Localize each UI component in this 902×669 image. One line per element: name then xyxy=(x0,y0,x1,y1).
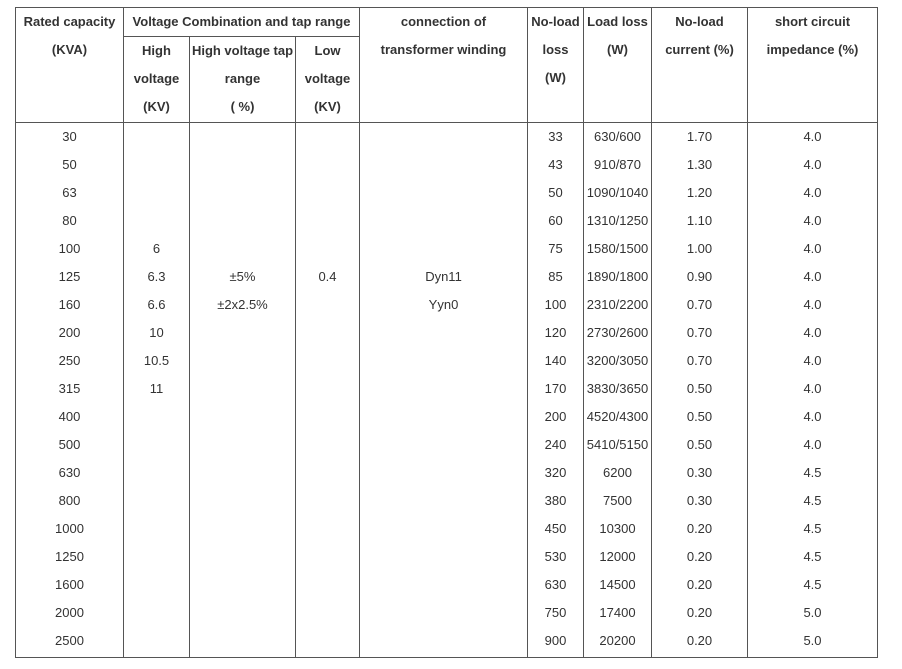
header-connection xyxy=(360,8,528,123)
low-voltage-column xyxy=(296,123,360,658)
load-loss-cell: 1580/1500 xyxy=(586,241,649,256)
header-tap-range xyxy=(190,37,296,123)
no-load-loss-cell: 43 xyxy=(548,157,563,172)
no-load-current-cell: 0.90 xyxy=(686,269,713,284)
load-loss-cell: 630/600 xyxy=(594,129,641,144)
load-loss-cell: 10300 xyxy=(599,521,636,536)
impedance-column xyxy=(748,123,878,658)
connection-cell: Yyn0 xyxy=(428,297,459,312)
header-text: short circuit xyxy=(774,14,851,29)
capacity-cell: 125 xyxy=(58,269,81,284)
capacity-cell: 1000 xyxy=(55,521,84,536)
no-load-loss-column xyxy=(528,123,584,658)
no-load-loss-cell: 100 xyxy=(544,297,567,312)
impedance-cell: 4.0 xyxy=(803,325,822,340)
capacity-cell: 250 xyxy=(58,353,81,368)
capacity-cell: 100 xyxy=(58,241,81,256)
impedance-cell: 5.0 xyxy=(803,633,822,648)
load-loss-cell: 1890/1800 xyxy=(586,269,649,284)
header-text: (KVA) xyxy=(51,42,88,57)
capacity-cell: 30 xyxy=(62,129,77,144)
load-loss-cell: 2310/2200 xyxy=(586,297,649,312)
header-text: (W) xyxy=(545,70,566,85)
connection-cell: Dyn11 xyxy=(425,269,462,284)
impedance-cell: 4.0 xyxy=(803,157,822,172)
impedance-cell: 4.5 xyxy=(803,493,822,508)
no-load-loss-cell: 50 xyxy=(548,185,563,200)
header-no-load-current xyxy=(652,8,748,123)
impedance-cell: 4.5 xyxy=(803,577,822,592)
high-voltage-cell: 10 xyxy=(149,325,164,340)
impedance-cell: 4.0 xyxy=(803,129,822,144)
impedance-cell: 4.0 xyxy=(803,409,822,424)
no-load-current-cell: 0.20 xyxy=(686,521,713,536)
impedance-cell: 4.0 xyxy=(803,437,822,452)
capacity-cell: 160 xyxy=(58,297,81,312)
header-text: Rated capacity xyxy=(23,14,116,29)
no-load-loss-cell: 75 xyxy=(548,241,563,256)
header-text: No-load xyxy=(675,14,724,29)
load-loss-column xyxy=(584,123,652,658)
capacity-cell: 800 xyxy=(58,493,81,508)
connection-column xyxy=(360,123,528,658)
no-load-loss-cell: 200 xyxy=(544,409,567,424)
header-text: transformer winding xyxy=(380,42,507,57)
high-voltage-cell: 11 xyxy=(149,381,164,396)
no-load-current-cell: 0.50 xyxy=(686,381,713,396)
impedance-cell: 4.0 xyxy=(803,353,822,368)
capacity-cell: 2000 xyxy=(55,605,84,620)
no-load-loss-cell: 450 xyxy=(544,521,567,536)
load-loss-cell: 3830/3650 xyxy=(586,381,649,396)
header-text: voltage xyxy=(304,71,351,86)
header-load-loss xyxy=(584,8,652,123)
no-load-current-cell: 1.70 xyxy=(686,129,713,144)
header-text: Voltage Combination and tap range xyxy=(132,14,351,29)
no-load-current-cell: 1.10 xyxy=(686,213,713,228)
no-load-loss-cell: 750 xyxy=(544,605,567,620)
header-text: (KV) xyxy=(314,99,341,114)
no-load-loss-cell: 240 xyxy=(544,437,567,452)
no-load-current-cell: 1.20 xyxy=(686,185,713,200)
load-loss-cell: 17400 xyxy=(599,605,636,620)
capacity-cell: 63 xyxy=(62,185,77,200)
impedance-cell: 5.0 xyxy=(803,605,822,620)
header-text: connection of xyxy=(400,14,487,29)
load-loss-cell: 5410/5150 xyxy=(586,437,649,452)
header-text: range xyxy=(224,71,261,86)
no-load-loss-cell: 60 xyxy=(548,213,563,228)
no-load-current-cell: 0.20 xyxy=(686,549,713,564)
impedance-cell: 4.0 xyxy=(803,297,822,312)
no-load-loss-cell: 380 xyxy=(544,493,567,508)
load-loss-cell: 3200/3050 xyxy=(586,353,649,368)
no-load-current-cell: 0.20 xyxy=(686,577,713,592)
transformer-spec-table xyxy=(15,7,878,658)
no-load-loss-cell: 320 xyxy=(544,465,567,480)
header-text: Load loss xyxy=(587,14,648,29)
impedance-cell: 4.0 xyxy=(803,213,822,228)
high-voltage-column xyxy=(124,123,190,658)
header-text: loss xyxy=(542,42,569,57)
high-voltage-cell: 6.6 xyxy=(147,297,166,312)
capacity-cell: 50 xyxy=(62,157,77,172)
header-rated-capacity xyxy=(16,8,124,123)
no-load-current-cell: 0.70 xyxy=(686,353,713,368)
impedance-cell: 4.5 xyxy=(803,521,822,536)
low-voltage-value: 0.4 xyxy=(318,269,337,284)
header-voltage-group xyxy=(124,8,360,37)
header-impedance xyxy=(748,8,878,123)
load-loss-cell: 1310/1250 xyxy=(586,213,649,228)
no-load-current-cell: 1.00 xyxy=(686,241,713,256)
impedance-cell: 4.0 xyxy=(803,269,822,284)
capacity-cell: 500 xyxy=(58,437,81,452)
capacity-cell: 200 xyxy=(58,325,81,340)
no-load-current-cell: 0.30 xyxy=(686,465,713,480)
impedance-cell: 4.0 xyxy=(803,381,822,396)
header-text: (KV) xyxy=(143,99,170,114)
header-text: (W) xyxy=(607,42,628,57)
no-load-loss-cell: 630 xyxy=(544,577,567,592)
load-loss-cell: 12000 xyxy=(599,549,636,564)
impedance-cell: 4.5 xyxy=(803,465,822,480)
header-high-voltage xyxy=(124,37,190,123)
header-text: current (%) xyxy=(665,42,734,57)
no-load-loss-cell: 530 xyxy=(544,549,567,564)
tap-range-cell: ±5% xyxy=(229,269,256,284)
header-text: No-load xyxy=(531,14,580,29)
high-voltage-cell: 6 xyxy=(152,241,161,256)
header-low-voltage xyxy=(296,37,360,123)
capacity-cell: 630 xyxy=(58,465,81,480)
header-no-load-loss xyxy=(528,8,584,123)
no-load-loss-cell: 33 xyxy=(548,129,563,144)
capacity-cell: 1600 xyxy=(55,577,84,592)
no-load-current-column xyxy=(652,123,748,658)
no-load-loss-cell: 900 xyxy=(544,633,567,648)
impedance-cell: 4.5 xyxy=(803,549,822,564)
load-loss-cell: 7500 xyxy=(603,493,632,508)
no-load-current-cell: 0.50 xyxy=(686,437,713,452)
load-loss-cell: 910/870 xyxy=(594,157,641,172)
capacity-column xyxy=(16,123,124,658)
impedance-cell: 4.0 xyxy=(803,185,822,200)
header-text: ( %) xyxy=(230,99,255,114)
no-load-loss-cell: 85 xyxy=(548,269,563,284)
no-load-loss-cell: 120 xyxy=(544,325,567,340)
header-text: High voltage tap xyxy=(191,43,294,58)
no-load-current-cell: 0.70 xyxy=(686,325,713,340)
capacity-cell: 1250 xyxy=(55,549,84,564)
no-load-current-cell: 0.30 xyxy=(686,493,713,508)
no-load-current-cell: 0.20 xyxy=(686,605,713,620)
load-loss-cell: 4520/4300 xyxy=(586,409,649,424)
high-voltage-cell: 10.5 xyxy=(143,353,170,368)
no-load-current-cell: 0.20 xyxy=(686,633,713,648)
load-loss-cell: 6200 xyxy=(603,465,632,480)
header-text: High xyxy=(142,43,171,58)
load-loss-cell: 20200 xyxy=(599,633,636,648)
tap-range-column xyxy=(190,123,296,658)
header-text: Low xyxy=(314,43,341,58)
impedance-cell: 4.0 xyxy=(803,241,822,256)
capacity-cell: 400 xyxy=(58,409,81,424)
capacity-cell: 2500 xyxy=(55,633,84,648)
high-voltage-cell: 6.3 xyxy=(147,269,166,284)
header-text: impedance (%) xyxy=(766,42,859,57)
no-load-current-cell: 0.70 xyxy=(686,297,713,312)
tap-range-cell: ±2x2.5% xyxy=(217,297,268,312)
capacity-cell: 315 xyxy=(58,381,81,396)
header-text: voltage xyxy=(133,71,180,86)
load-loss-cell: 1090/1040 xyxy=(586,185,649,200)
load-loss-cell: 14500 xyxy=(599,577,636,592)
no-load-loss-cell: 170 xyxy=(544,381,567,396)
capacity-cell: 80 xyxy=(62,213,77,228)
no-load-loss-cell: 140 xyxy=(544,353,567,368)
load-loss-cell: 2730/2600 xyxy=(586,325,649,340)
no-load-current-cell: 1.30 xyxy=(686,157,713,172)
no-load-current-cell: 0.50 xyxy=(686,409,713,424)
